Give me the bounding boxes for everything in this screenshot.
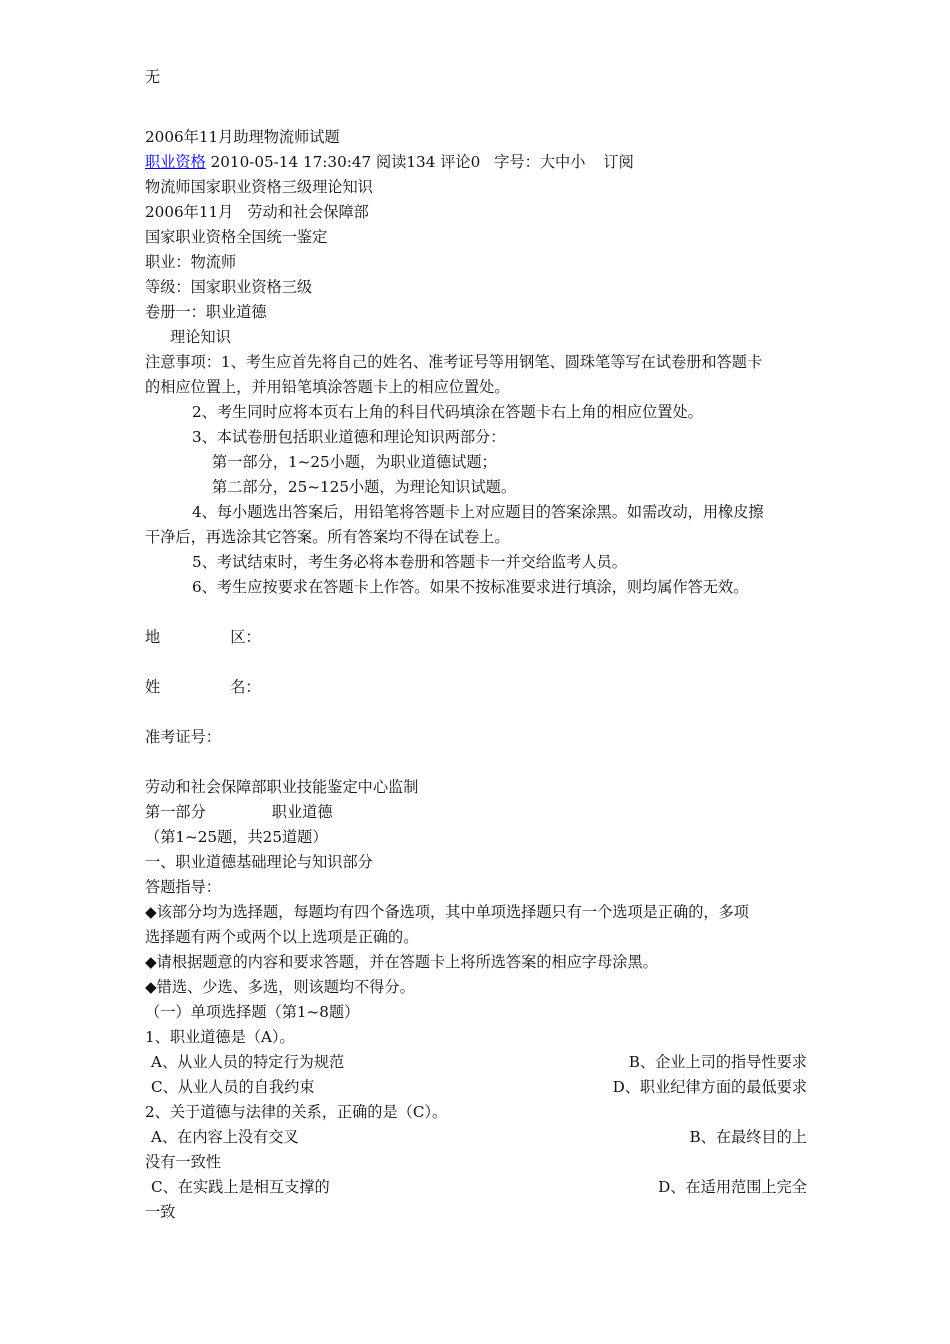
text-line: 卷册一：职业道德 [145,303,267,321]
option-d-continued: 一致 [145,1203,176,1221]
text-line: 国家职业资格全国统一鉴定 [145,228,328,246]
question-options-row [145,1177,807,1197]
question-stem: 1、职业道德是（A）。 [145,1028,295,1046]
notice-line: 6、考生应按要求在答题卡上作答。如果不按标准要求进行填涂，则均属作答无效。 [192,578,749,596]
text-line: 职业：物流师 [145,253,237,271]
notice-line: 注意事项：1、考生应首先将自己的姓名、准考证号等用钢笔、圆珠笔等写在试卷册和答题卡 [145,353,763,371]
option-b: B、在最终目的上 [689,1128,807,1146]
text-line: 2006年11月 劳动和社会保障部 [145,203,369,221]
option-b-continued: 没有一致性 [145,1153,221,1171]
article-info: 2010-05-14 17:30:47 阅读134 评论0 [210,153,481,171]
notice-line: 3、本试卷册包括职业道德和理论知识两部分： [192,428,506,446]
question-stem: 2、关于道德与法律的关系，正确的是（C）。 [145,1103,448,1121]
text-line: 理论知识 [170,328,231,346]
option-a: A、从业人员的特定行为规范 [151,1053,345,1071]
option-d: D、职业纪律方面的最低要求 [612,1078,807,1096]
subsection-heading: （一）单项选择题（第1~8题） [145,1003,360,1021]
option-c: C、从业人员的自我约束 [151,1078,315,1096]
option-b: B、企业上司的指导性要求 [628,1053,807,1071]
notice-line: 第一部分，1~25小题，为职业道德试题； [212,453,497,471]
part-range: （第1~25题，共25道题） [145,828,328,846]
notice-line: 干净后，再选涂其它答案。所有答案均不得在试卷上。 [145,528,510,546]
text-line: 物流师国家职业资格三级理论知识 [145,178,373,196]
part-heading: 第一部分 职业道德 [145,803,333,821]
field-name: 姓 名： [145,678,261,696]
font-size-label: 字号： [494,153,540,171]
question-options-row [145,1127,807,1147]
guide-line: ◆错选、少选、多选，则该题均不得分。 [145,978,415,996]
notice-line: 5、考试结束时，考生务必将本卷册和答题卡一并交给监考人员。 [192,553,627,571]
notice-line: 的相应位置上，并用铅笔填涂答题卡上的相应位置处。 [145,378,510,396]
option-d: D、在适用范围上完全 [658,1178,807,1196]
option-c: C、在实践上是相互支撑的 [151,1178,330,1196]
guide-line: ◆请根据题意的内容和要求答题，并在答题卡上将所选答案的相应字母涂黑。 [145,953,658,971]
field-ticket: 准考证号： [145,728,221,746]
notice-line: 2、考生同时应将本页右上角的科目代码填涂在答题卡右上角的相应位置处。 [192,403,703,421]
guide-line: 选择题有两个或两个以上选项是正确的。 [145,928,419,946]
field-region: 地 区： [145,628,261,646]
question-options-row [145,1052,807,1072]
supervisor-line: 劳动和社会保障部职业技能鉴定中心监制 [145,778,419,796]
category-link[interactable]: 职业资格 [145,153,206,171]
notice-line: 4、每小题选出答案后，用铅笔将答题卡上对应题目的答案涂黑。如需改动，用橡皮擦 [192,503,764,521]
font-size-big[interactable]: 大 [539,153,555,171]
article-title: 2006年11月助理物流师试题 [145,128,340,146]
font-size-mid[interactable]: 中 [555,153,571,171]
font-size-small[interactable]: 小 [570,153,586,171]
notice-line: 第二部分，25~125小题，为理论知识试题。 [212,478,517,496]
article-meta [145,152,634,172]
guide-line: ◆该部分均为选择题，每题均有四个备选项，其中单项选择题只有一个选项是正确的，多项 [145,903,749,921]
guide-heading: 答题指导： [145,878,221,896]
subscribe-link[interactable]: 订阅 [603,153,634,171]
question-options-row [145,1077,807,1097]
text-line: 等级：国家职业资格三级 [145,278,313,296]
section-heading: 一、职业道德基础理论与知识部分 [145,853,373,871]
option-a: A、在内容上没有交叉 [151,1128,299,1146]
top-text: 无 [145,68,161,86]
